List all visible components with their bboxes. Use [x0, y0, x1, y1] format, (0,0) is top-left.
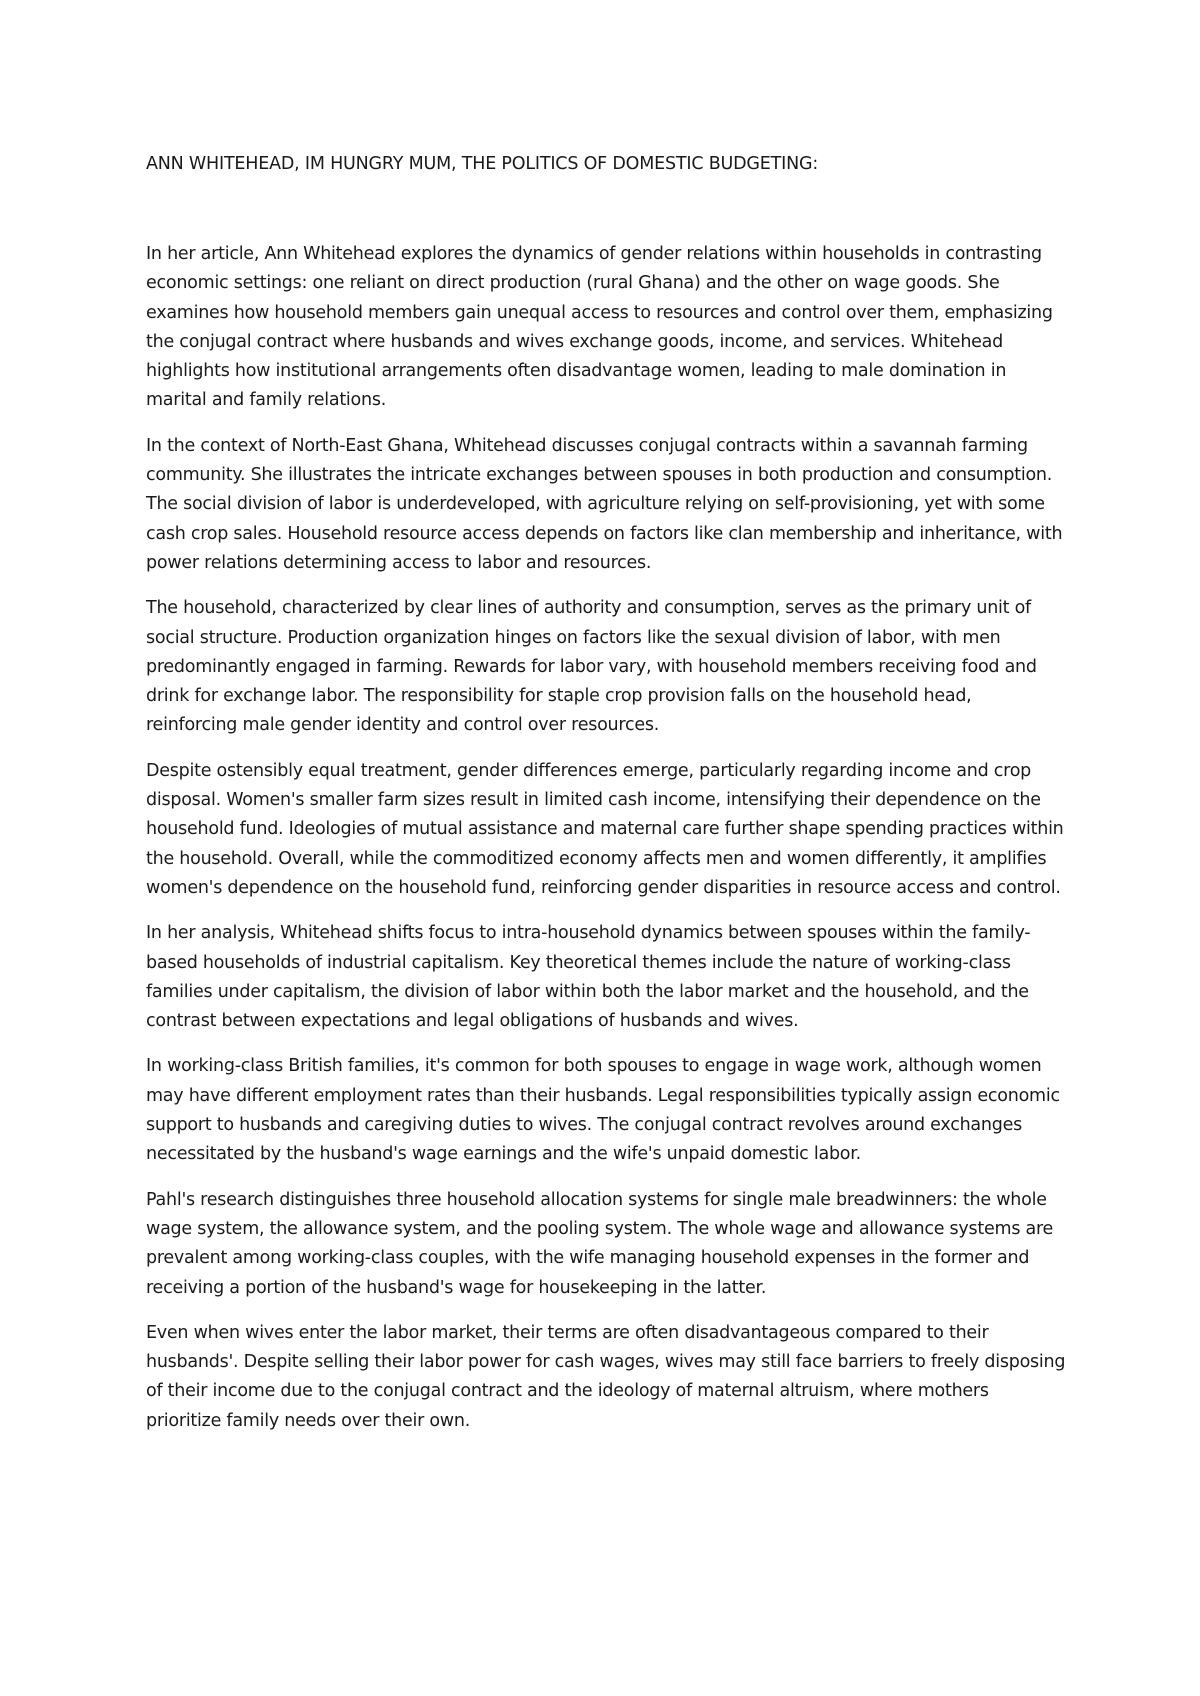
document-body: [146, 150, 1066, 1452]
paragraph-5: In her analysis, Whitehead shifts focus to intra-household dynamics between spouses within the family-based households of industrial capitalism. Key theoretical themes include the nature of working-class families under capitalism, the division of labor within both the labor market and the household, and the contrast between expectations and legal obligations of husbands and wives.: [146, 923, 1031, 1032]
paragraph-7: Pahl's research distinguishes three household allocation systems for single male breadwinners: the whole wage system, the allowance system, and the pooling system. The whole wage and allowance systems are prevalent among working-class couples, with the wife managing household expenses in the former and receiving a portion of the husband's wage for housekeeping in the latter.: [146, 1189, 1054, 1298]
document-title: ANN WHITEHEAD, IM HUNGRY MUM, THE POLITICS OF DOMESTIC BUDGETING:: [146, 154, 819, 174]
paragraph-2: In the context of North-East Ghana, Whitehead discusses conjugal contracts within a savannah farming community. She illustrates the intricate exchanges between spouses in both production and consumption. The social division of labor is underdeveloped, with agriculture relying on self-provisioning, yet with some cash crop sales. Household resource access depends on factors like clan membership and inheritance, with power relations determining access to labor and resources.: [146, 435, 1063, 573]
paragraph-1: In her article, Ann Whitehead explores the dynamics of gender relations within households in contrasting economic settings: one reliant on direct production (rural Ghana) and the other on wage goods. She examines how household members gain unequal access to resources and control over them, emphasizing the conjugal contract where husbands and wives exchange goods, income, and services. Whitehead highlights how institutional arrangements often disadvantage women, leading to male domination in marital and family relations.: [146, 244, 1053, 411]
paragraph-6: In working-class British families, it's common for both spouses to engage in wage work, although women may have different employment rates than their husbands. Legal responsibilities typically assign economic support to husbands and caregiving duties to wives. The conjugal contract revolves around exchanges necessitated by the husband's wage earnings and the wife's unpaid domestic labor.: [146, 1056, 1060, 1165]
paragraph-8: Even when wives enter the labor market, their terms are often disadvantageous compared to their husbands'. Despite selling their labor power for cash wages, wives may still face barriers to freely disposing of their income due to the conjugal contract and the ideology of maternal altruism, where mothers prioritize family needs over their own.: [146, 1322, 1066, 1431]
paragraph-3: The household, characterized by clear lines of authority and consumption, serves as the primary unit of social structure. Production organization hinges on factors like the sexual division of labor, with men predominantly engaged in farming. Rewards for labor vary, with household members receiving food and drink for exchange labor. The responsibility for staple crop provision falls on the household head, reinforcing male gender identity and control over resources.: [146, 598, 1037, 736]
paragraph-4: Despite ostensibly equal treatment, gender differences emerge, particularly regarding income and crop disposal. Women's smaller farm sizes result in limited cash income, intensifying their dependence on the household fund. Ideologies of mutual assistance and maternal care further shape spending practices within the household. Overall, while the commoditized economy affects men and women differently, it amplifies women's dependence on the household fund, reinforcing gender disparities in resource access and control.: [146, 760, 1064, 898]
